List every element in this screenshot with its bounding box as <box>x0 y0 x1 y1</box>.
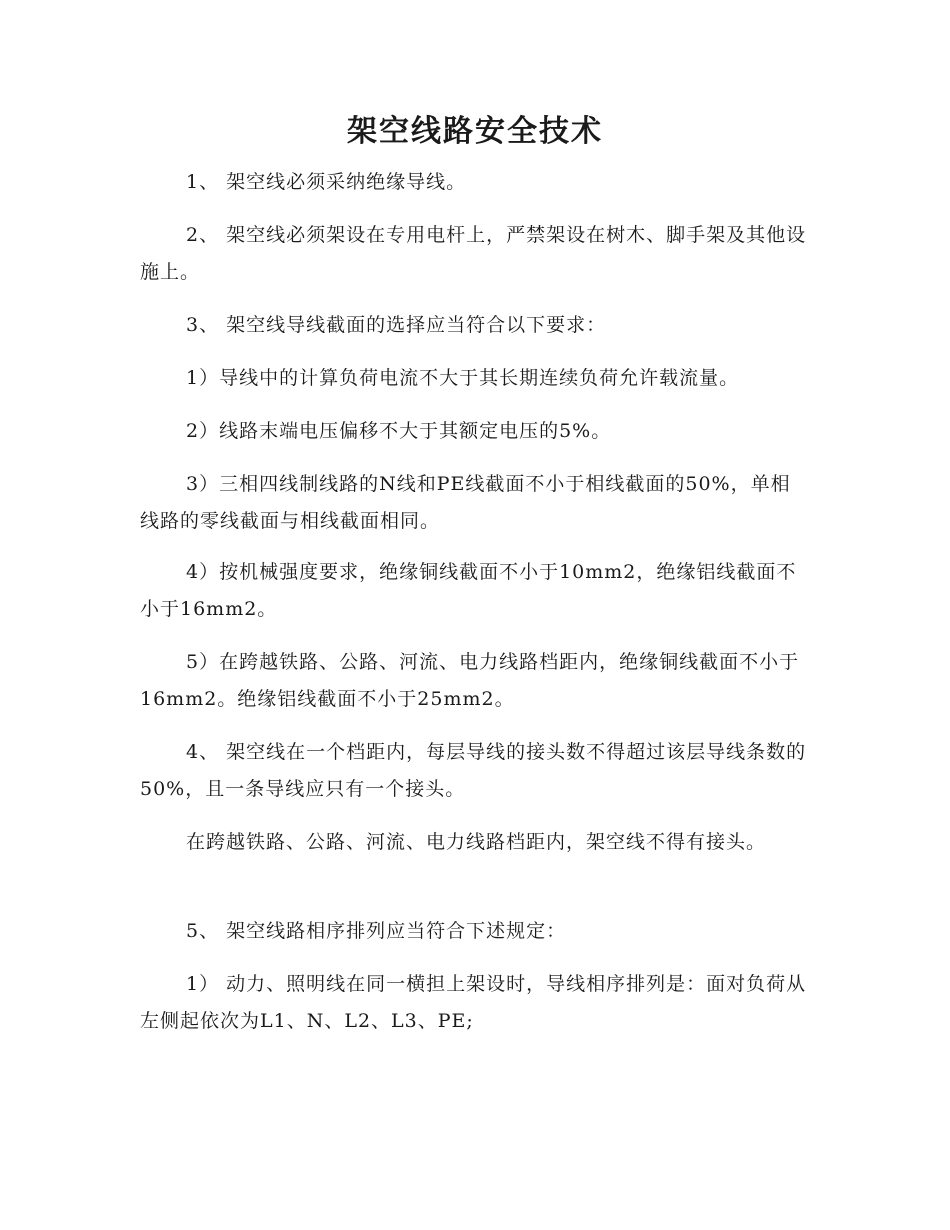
paragraph-3: 3、 架空线导线截面的选择应当符合以下要求： <box>186 314 607 336</box>
paragraph-1: 1、 架空线必须采纳绝缘导线。 <box>186 171 467 193</box>
page-title: 架空线路安全技术 <box>347 114 603 149</box>
paragraph-12: 1） 动力、照明线在同一横担上架设时，导线相序排列是：面对负荷从左侧起依次为L1、N、L2、L3、PE; <box>140 973 807 1032</box>
paragraph-6: 3）三相四线制线路的N线和PE线截面不小于相线截面的50%，单相线路的零线截面与相线截面相同。 <box>140 473 791 532</box>
paragraph-7: 4）按机械强度要求，绝缘铜线截面不小于10mm2，绝缘铝线截面不小于16mm2。 <box>140 561 797 620</box>
paragraph-5: 2）线路末端电压偏移不大于其额定电压的5%。 <box>186 420 612 442</box>
paragraph-8: 5）在跨越铁路、公路、河流、电力线路档距内，绝缘铜线截面不小于16mm2。绝缘铝线截面不小于25mm2。 <box>140 651 800 710</box>
paragraph-2: 2、 架空线必须架设在专用电杆上，严禁架设在树木、脚手架及其他设施上。 <box>140 224 807 283</box>
paragraph-11: 5、 架空线路相序排列应当符合下述规定： <box>186 920 567 942</box>
paragraph-10: 在跨越铁路、公路、河流、电力线路档距内，架空线不得有接头。 <box>186 831 767 853</box>
paragraph-9: 4、 架空线在一个档距内，每层导线的接头数不得超过该层导线条数的50%，且一条导线应只有一个接头。 <box>140 741 807 800</box>
paragraph-4: 1）导线中的计算负荷电流不大于其长期连续负荷允许载流量。 <box>186 367 740 389</box>
